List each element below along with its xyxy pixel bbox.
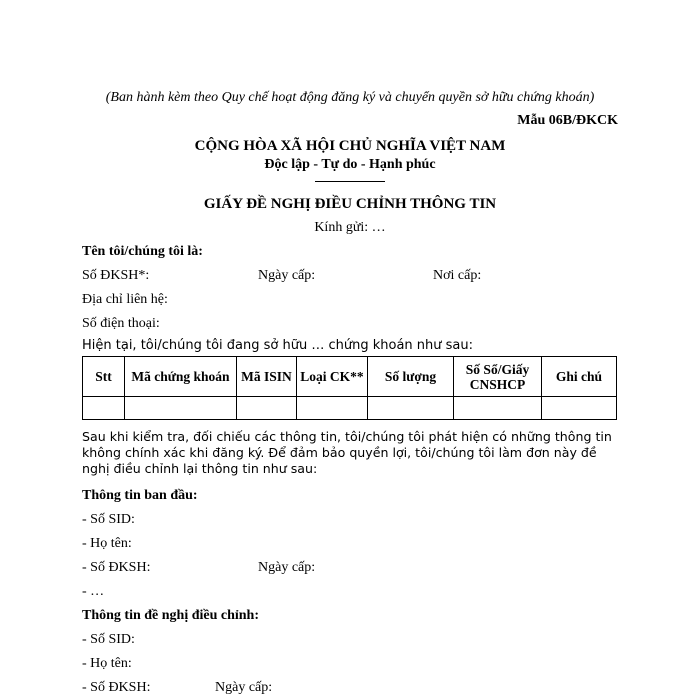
applicant-heading: Tên tôi/chúng tôi là: — [82, 244, 203, 259]
form-code: Mẫu 06B/ĐKCK — [517, 113, 618, 128]
original-date-label: Ngày cấp: — [258, 560, 316, 575]
original-sid-label: - Số SID: — [82, 512, 135, 527]
original-info-heading: Thông tin ban đầu: — [82, 488, 198, 503]
proposed-name-label: - Họ tên: — [82, 656, 132, 671]
issue-place-label: Nơi cấp: — [433, 268, 482, 283]
col-header-ticker: Mã chứng khoán — [125, 357, 237, 397]
discrepancy-paragraph: Sau khi kiểm tra, đối chiếu các thông tin, tôi/chúng tôi phát hiện có những thông tin không chính xác khi đăng ký. Để đảm bảo quyền lợi, tôi/chúng tôi làm đơn này đề nghị điều chỉnh lại thông tin như sau: — [82, 429, 612, 476]
proposed-dksh-label: - Số ĐKSH: — [82, 680, 151, 695]
col-header-certificate: Số Sổ/Giấy CNSHCP — [454, 357, 542, 397]
proposed-date-label: Ngày cấp: — [215, 680, 273, 695]
col-header-isin: Mã ISIN — [237, 357, 297, 397]
col-header-quantity: Số lượng — [368, 357, 454, 397]
col-header-type: Loại CK** — [297, 357, 368, 397]
original-more-label: - … — [82, 584, 105, 599]
holding-intro: Hiện tại, tôi/chúng tôi đang sở hữu … chứng khoán như sau: — [82, 338, 473, 353]
securities-table — [82, 356, 617, 420]
original-name-label: - Họ tên: — [82, 536, 132, 551]
national-title: CỘNG HÒA XÃ HỘI CHỦ NGHĨA VIỆT NAM — [194, 138, 506, 154]
issue-date-label: Ngày cấp: — [258, 268, 316, 283]
table-row — [83, 397, 617, 420]
table-cell — [542, 397, 617, 420]
table-cell — [125, 397, 237, 420]
proposed-info-heading: Thông tin đề nghị điều chỉnh: — [82, 608, 260, 623]
table-cell — [237, 397, 297, 420]
col-header-note: Ghi chú — [542, 357, 617, 397]
motto: Độc lập - Tự do - Hạnh phúc — [264, 157, 436, 172]
original-dksh-label: - Số ĐKSH: — [82, 560, 151, 575]
table-cell — [454, 397, 542, 420]
dksh-label: Số ĐKSH*: — [82, 268, 150, 283]
table-header-row — [83, 357, 617, 397]
address-label: Địa chỉ liên hệ: — [82, 292, 168, 307]
motto-underline — [315, 181, 385, 182]
table-cell — [83, 397, 125, 420]
document-title: GIẤY ĐỀ NGHỊ ĐIỀU CHỈNH THÔNG TIN — [203, 196, 497, 212]
issued-note: (Ban hành kèm theo Quy chế hoạt động đăng ký và chuyển quyền sở hữu chứng khoán) — [105, 90, 595, 105]
table-cell — [368, 397, 454, 420]
proposed-sid-label: - Số SID: — [82, 632, 135, 647]
col-header-stt: Stt — [83, 357, 125, 397]
recipient-line: Kính gửi: … — [314, 220, 386, 235]
table-cell — [297, 397, 368, 420]
phone-label: Số điện thoại: — [82, 316, 160, 331]
